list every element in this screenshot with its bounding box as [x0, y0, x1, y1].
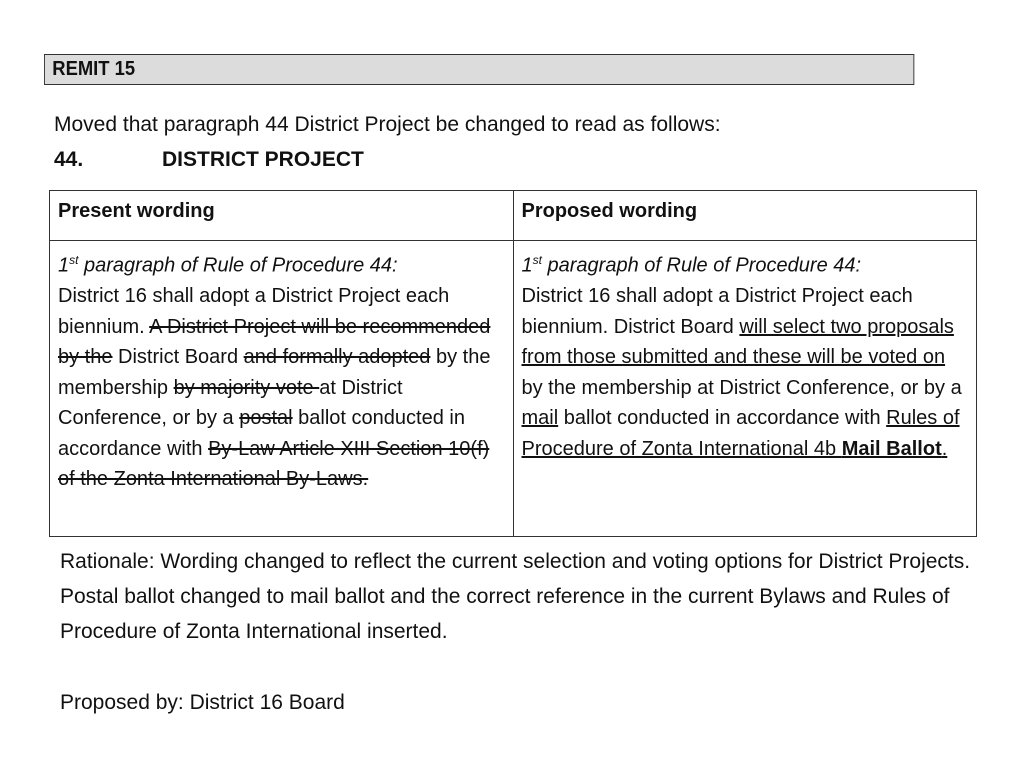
- present-deleted-2: and formally adopted: [243, 346, 431, 369]
- present-deleted-3: by majority vote: [173, 376, 320, 399]
- proposed-inserted-1: will select two proposals from those submitted and these will be voted on: [521, 315, 954, 369]
- present-text-5: ballot conducted in accordance with: [58, 407, 465, 460]
- present-text-4: at District Conference, or by a: [58, 376, 403, 430]
- section-number: 44.: [54, 148, 84, 171]
- present-deleted-1: A District Project will be recommended by the: [58, 315, 491, 369]
- present-deleted-5: By-Law Article XIII Section 10(f) of the Zonta International By-Laws.: [58, 437, 490, 491]
- proposed-text-2: by the membership at District Conference, or by a: [521, 376, 962, 399]
- proposed-text-1: District 16 shall adopt a District Project each biennium. District Board: [521, 285, 913, 338]
- wording-comparison-table: [49, 190, 977, 537]
- present-text-2: District Board: [112, 346, 244, 369]
- table-header-row: [50, 191, 977, 241]
- proposed-lead-text: paragraph of Rule of Procedure 44:: [541, 254, 862, 277]
- proposed-inserted-4: .: [941, 437, 948, 460]
- present-text-1: District 16 shall adopt a District Project each biennium.: [58, 285, 450, 338]
- present-wording-cell: [50, 241, 514, 537]
- remit-title: REMIT 15: [52, 58, 136, 80]
- proposed-wording-header: Proposed wording: [513, 191, 977, 241]
- proposed-inserted-2: mail: [521, 407, 559, 430]
- proposed-text-3: ballot conducted in accordance with: [558, 407, 887, 430]
- table-body-row: [50, 241, 977, 537]
- present-text-3: by the membership: [58, 346, 491, 399]
- present-lead-text: paragraph of Rule of Procedure 44:: [78, 254, 398, 277]
- present-wording-header: Present wording: [50, 191, 514, 241]
- motion-intro: Moved that paragraph 44 District Project be changed to read as follows:: [54, 113, 721, 136]
- proposed-inserted-3: Rules of Procedure of Zonta International 4b: [521, 407, 960, 460]
- section-heading: [54, 146, 364, 174]
- proposed-lead-number: 1: [521, 254, 533, 277]
- proposed-lead-ordinal: st: [532, 253, 542, 267]
- proposed-inserted-3-bold: Mail Ballot: [841, 437, 942, 460]
- present-lead: [58, 245, 505, 281]
- proposed-lead: [522, 245, 969, 281]
- present-lead-number: 1: [58, 254, 70, 277]
- remit-title-box: [44, 54, 914, 85]
- rationale: Rationale: Wording changed to reflect the current selection and voting options for District Projects. Postal ballot changed to mail ballot and the correct reference in the current Bylaws and Rules of Procedure of Zonta International inserted.: [60, 550, 971, 643]
- proposed-by: Proposed by: District 16 Board: [60, 691, 345, 714]
- present-deleted-4: postal: [239, 407, 293, 430]
- section-title: DISTRICT PROJECT: [162, 148, 364, 171]
- proposed-wording-cell: [513, 241, 977, 537]
- present-lead-ordinal: st: [69, 253, 79, 267]
